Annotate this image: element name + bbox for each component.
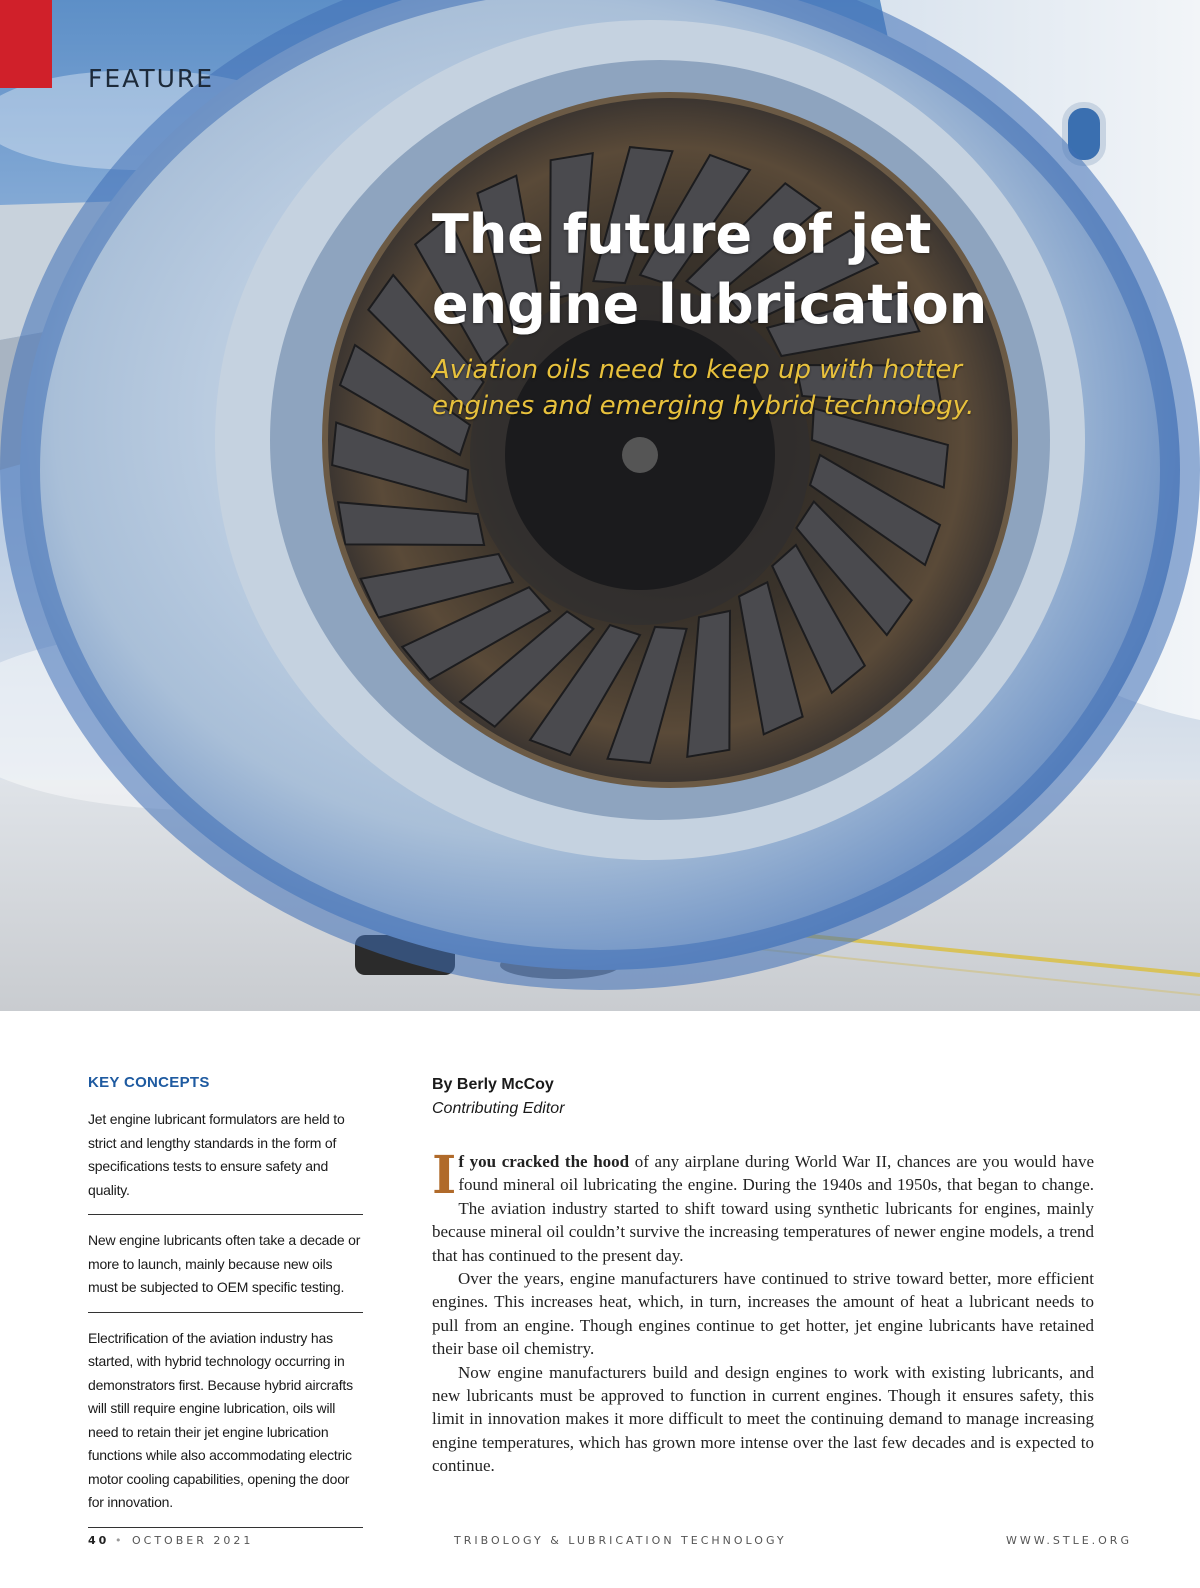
key-concepts-list <box>88 1108 363 1542</box>
footer-page-number: 40 <box>88 1534 110 1547</box>
headline-line-2: engine lubrication <box>432 273 988 336</box>
key-concept-item: Jet engine lubricant formulators are held to strict and lengthy standards in the form of specifications tests to ensure safety and quality. <box>88 1108 363 1215</box>
accent-tab <box>0 0 52 88</box>
footer-separator: • <box>115 1534 125 1547</box>
deck-line-2: engines and emerging hybrid technology. <box>432 391 975 421</box>
byline-role: Contributing Editor <box>432 1100 565 1117</box>
drop-cap: I <box>432 1145 457 1206</box>
deck-subtitle <box>432 352 1032 424</box>
headline <box>432 200 1072 340</box>
deck-line-1: Aviation oils need to keep up with hotter <box>432 355 963 385</box>
article-paragraph-1 <box>432 1145 1094 1267</box>
key-concept-item: New engine lubricants often take a decade or more to launch, mainly because new oils must be subjected to OEM specific testing. <box>88 1229 363 1313</box>
footer-date: OCTOBER 2021 <box>132 1534 254 1547</box>
byline-author: By Berly McCoy <box>432 1076 554 1093</box>
footer-website: WWW.STLE.ORG <box>1006 1534 1132 1547</box>
headline-line-1: The future of jet <box>432 203 932 266</box>
section-label: FEATURE <box>88 64 215 93</box>
article-body <box>432 1145 1094 1478</box>
key-concepts-title: KEY CONCEPTS <box>88 1074 210 1091</box>
paragraph-1-text: of any airplane during World War II, chances are you would have found mineral oil lubricating the engine. During the 1940s and 1950s, that began to change. The aviation industry started to shift toward using synthetic lubricants for engines, mainly because mineral oil couldn’t survive the increasing temperatures of newer engine models, a trend that has continued to the present day. <box>432 1152 1094 1265</box>
lead-in: f you cracked the hood <box>458 1152 630 1171</box>
article-paragraph-2: Over the years, engine manufacturers have continued to strive toward better, more efficient engines. This increases heat, which, in turn, increases the amount of heat a lubricant needs to pull from an engine. Though engines continue to get hotter, jet engine lubricants have retained their base oil chemistry. <box>432 1269 1094 1359</box>
article-paragraph-3: Now engine manufacturers build and design engines to work with existing lubricants, and new lubricants must be approved to function in current engines. Though it ensures safety, this limit in innovation makes it more difficult to meet the continuing demand to manage increasing engine temperatures, which has grown more intense over the last few decades and is expected to continue. <box>432 1362 1094 1476</box>
footer-publication: TRIBOLOGY & LUBRICATION TECHNOLOGY <box>454 1534 787 1547</box>
key-concept-item: Electrification of the aviation industry has started, with hybrid technology occurring in demonstrators first. Because hybrid aircrafts will still require engine lubrication, oils will need to retain their jet engine lubrication functions while also accommodating electric motor cooling capabilities, opening the door for innovation. <box>88 1327 363 1528</box>
